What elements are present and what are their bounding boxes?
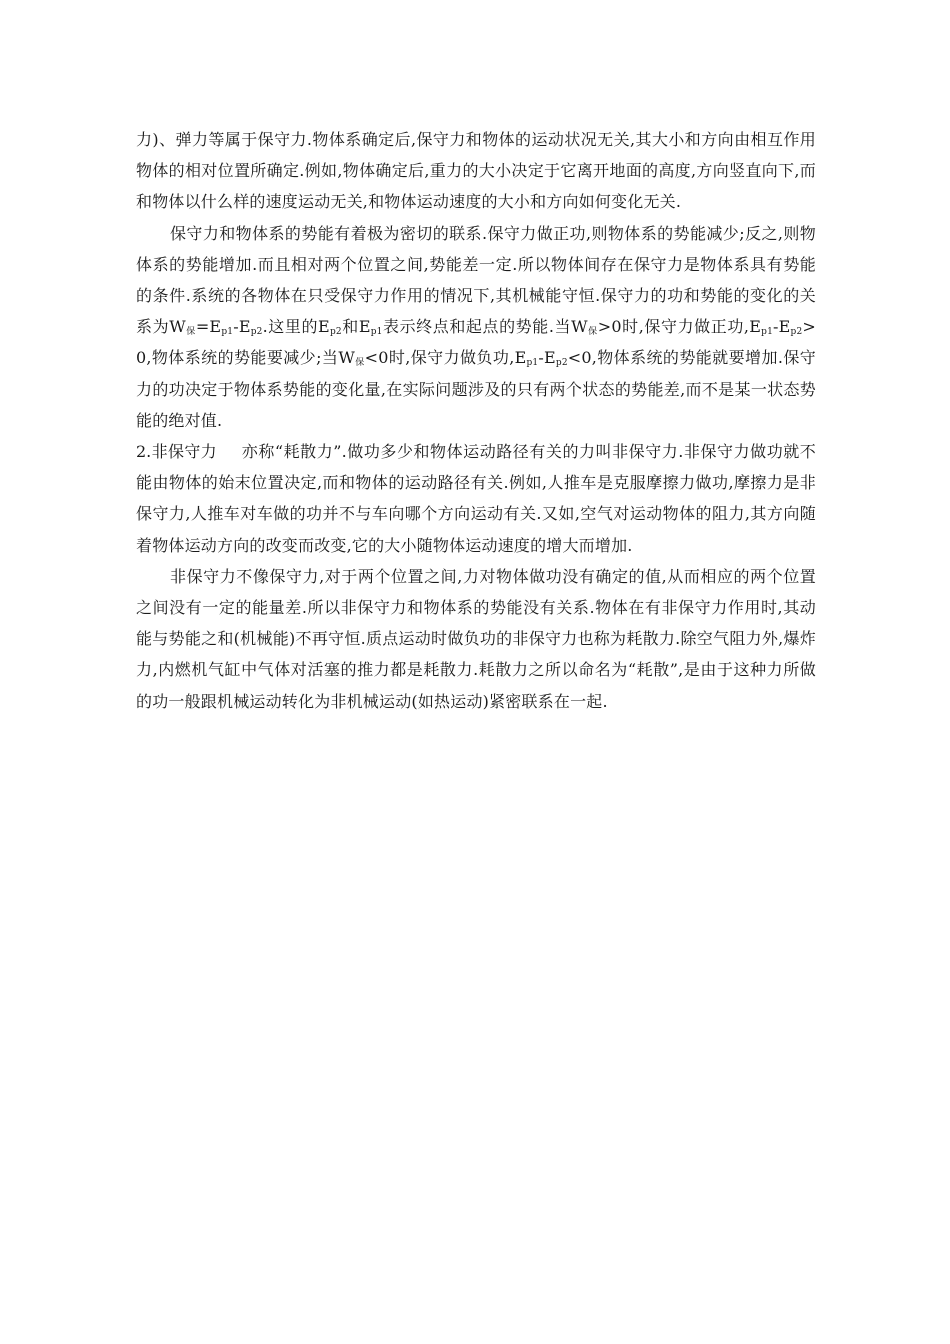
subscript-bao: 保 — [587, 327, 598, 338]
symbol-W: W — [571, 317, 588, 337]
text-run: -E — [233, 317, 251, 337]
text-run: .这里的 — [262, 317, 319, 337]
symbol-E: E — [749, 317, 762, 337]
text-run: <0,物体系统的势能就要增加.保守力的功决定于物体系势能的变化量,在实际问题涉及的只有两个状态的势能差,而不是某一状态势能的绝对值. — [136, 348, 816, 430]
subscript-p2: p2 — [555, 358, 568, 369]
subscript-bao: 保 — [354, 358, 365, 369]
subscript-p1: p1 — [221, 327, 234, 338]
subscript-p2: p2 — [329, 327, 342, 338]
subscript-p1: p1 — [526, 358, 539, 369]
subscript-bao: 保 — [185, 327, 196, 338]
subscript-p1: p1 — [761, 327, 773, 338]
symbol-E: E — [358, 317, 371, 337]
text-run: 保守力和物体系的势能有着极为密切的联系.保守力做正功,则物体系的势能减少;反之,则物体系的势能增加.而且相对两个位置之间,势能差一定.所以物体间存在保守力是物体系具有势能的条件.系统的各物体在只受保守力作用的情况下,其机械能守恒.保守力的功和势能的变化的关系为 — [136, 223, 816, 337]
subscript-p2: p2 — [790, 327, 803, 338]
text-run: 表示终点和起点的势能.当 — [382, 317, 572, 337]
text-run: 亦称“耗散力”.做功多少和物体运动路径有关的力叫非保守力.非保守力做功就不能由物体的始末位置决定,而和物体的运动路径有关.例如,人推车是克服摩擦力做功,摩擦力是非保守力,人推车对车做的功并不与车向哪个方向运动有关.又如,空气对运动物体的阻力,其方向随着物体运动方向的改变而改变,它的大小随物体运动速度的增大而增加. — [136, 442, 816, 555]
text-run: -E — [773, 317, 791, 337]
text-run: >0,物体系统的势能要减少;当 — [136, 317, 816, 368]
symbol-E: E — [318, 317, 330, 337]
paragraph-nonconservative-force — [136, 436, 816, 561]
text-run: -E — [538, 348, 556, 368]
paragraph-potential-energy — [136, 218, 816, 436]
symbol-W: W — [338, 348, 355, 368]
section-heading: 2.非保守力 — [136, 442, 218, 462]
document-page — [136, 124, 816, 717]
paragraph-dissipative-force: 非保守力不像保守力,对于两个位置之间,力对物体做功没有确定的值,从而相应的两个位置之间没有一定的能量差.所以非保守力和物体系的势能没有关系.物体在有非保守力作用时,其动能与势能之和(机械能)不再守恒.质点运动时做负功的非保守力也称为耗散力.除空气阻力外,爆炸力,内燃机气缸中气体对活塞的推力都是耗散力.耗散力之所以命名为“耗散”,是由于这种力所做的功一般跟机械运动转化为非机械运动(如热运动)紧密联系在一起. — [136, 566, 816, 711]
paragraph-conservative-force-intro: 力)、弹力等属于保守力.物体系确定后,保守力和物体的运动状况无关,其大小和方向由相互作用物体的相对位置所确定.例如,物体确定后,重力的大小决定于它离开地面的高度,方向竖直向下,而和物体以什么样的速度运动无关,和物体运动速度的大小和方向如何变化无关. — [136, 130, 816, 212]
subscript-p1: p1 — [370, 327, 383, 338]
text-run: >0时,保守力做正功, — [597, 317, 750, 337]
text-run: 和 — [341, 317, 359, 337]
symbol-W: W — [169, 317, 186, 337]
symbol-E: E — [514, 348, 527, 368]
text-run: <0时,保守力做负功, — [364, 348, 515, 368]
subscript-p2: p2 — [250, 327, 263, 338]
text-run: =E — [195, 317, 222, 337]
